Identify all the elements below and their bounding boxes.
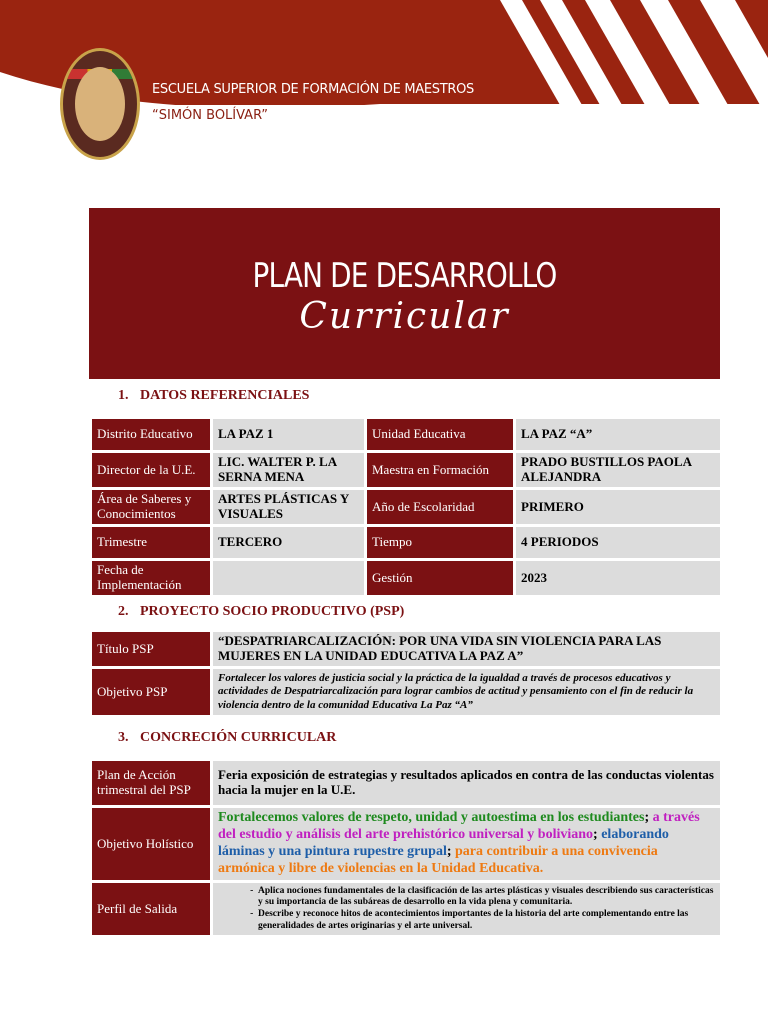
value-cell: LA PAZ “A” [516, 419, 720, 450]
table-row [92, 453, 720, 487]
school-seal-logo [60, 48, 140, 160]
section-number: 1. [118, 388, 129, 403]
label-cell: Objetivo PSP [92, 669, 210, 715]
section-number: 2. [118, 604, 129, 619]
holistic-part-saber: a través del estudio y análisis del arte prehistórico universal y boliviano [218, 810, 700, 843]
label-cell: Distrito Educativo [92, 419, 210, 450]
concrecion-table [89, 758, 723, 938]
value-cell: LA PAZ 1 [213, 419, 364, 450]
section-title: CONCRECIÓN CURRICULAR [140, 730, 337, 745]
list-item: - Aplica nociones fundamentales de la clasificación de las artes plásticas y visuales describiendo sus características y su importancia de las subáreas de desarrollo en la vida plena y comunitaria. [258, 886, 715, 909]
list-item: - Describe y reconoce hitos de acontecimientos importantes de la historia del arte complementando entre las generalidades de artes originarias y el arte universal. [258, 909, 715, 932]
section-heading-psp [118, 604, 404, 620]
table-row [92, 808, 720, 880]
label-cell: Área de Saberes y Conocimientos [92, 490, 210, 524]
value-cell: Fortalecer los valores de justicia social y la práctica de la igualdad a través de procesos educativos y actividades de Despatriarcalización para lograr cambios de actitud y pensamiento con el fin de reducir la violencia dentro de la comunidad Educativa La Paz “A” [213, 669, 720, 715]
label-cell: Trimestre [92, 527, 210, 558]
table-row [92, 669, 720, 715]
holistic-separator: ; [593, 827, 602, 843]
table-row [92, 761, 720, 805]
section-heading-concrecion [118, 730, 336, 746]
label-cell: Título PSP [92, 632, 210, 666]
portrait-emblem [75, 67, 125, 141]
holistic-separator: ; [644, 810, 653, 826]
table-row [92, 632, 720, 666]
label-cell: Director de la U.E. [92, 453, 210, 487]
label-cell: Tiempo [367, 527, 513, 558]
psp-table [89, 629, 723, 718]
holistic-separator: ; [446, 844, 456, 859]
perfil-salida-cell [213, 883, 720, 935]
holistic-part-ser: Fortalecemos valores de respeto, unidad y autoestima en los estudiantes [218, 810, 645, 826]
label-cell: Objetivo Holístico [92, 808, 210, 880]
banner-title: PLAN DE DESARROLLO [252, 256, 557, 296]
holistic-part-decidir: para contribuir a una convivencia armónica y libre de violencias en la Unidad Educativa. [218, 844, 658, 876]
label-cell: Maestra en Formación [367, 453, 513, 487]
holistic-part-hacer: elaborando láminas y una pintura rupestre grupal [218, 827, 669, 859]
school-subtitle: “SIMÓN BOLÍVAR” [152, 108, 269, 123]
value-cell: 2023 [516, 561, 720, 595]
section-title: DATOS REFERENCIALES [140, 388, 310, 403]
label-cell: Gestión [367, 561, 513, 595]
value-cell: ARTES PLÁSTICAS Y VISUALES [213, 490, 364, 524]
holistic-objective-cell [213, 808, 720, 880]
value-cell: PRIMERO [516, 490, 720, 524]
label-cell: Fecha de Implementación [92, 561, 210, 595]
table-row [92, 883, 720, 935]
banner-script-title: Curricular [299, 296, 510, 337]
school-name: ESCUELA SUPERIOR DE FORMACIÓN DE MAESTROS [152, 82, 474, 97]
value-cell: 4 PERIODOS [516, 527, 720, 558]
value-cell: PRADO BUSTILLOS PAOLA ALEJANDRA [516, 453, 720, 487]
table-row [92, 527, 720, 558]
value-cell: TERCERO [213, 527, 364, 558]
table-row [92, 419, 720, 450]
value-cell: LIC. WALTER P. LA SERNA MENA [213, 453, 364, 487]
value-cell [213, 561, 364, 595]
section-heading-datos [118, 388, 309, 404]
label-cell: Unidad Educativa [367, 419, 513, 450]
table-row [92, 490, 720, 524]
label-cell: Año de Escolaridad [367, 490, 513, 524]
table-row [92, 561, 720, 595]
section-number: 3. [118, 730, 129, 745]
section-title: PROYECTO SOCIO PRODUCTIVO (PSP) [140, 604, 405, 619]
label-cell: Plan de Acción trimestral del PSP [92, 761, 210, 805]
value-cell: Feria exposición de estrategias y resultados aplicados en contra de las conductas violentas hacia la mujer en la U.E. [213, 761, 720, 805]
perfil-list [218, 886, 715, 932]
title-banner [89, 208, 720, 379]
datos-referenciales-table [89, 416, 723, 598]
label-cell: Perfil de Salida [92, 883, 210, 935]
value-cell: “DESPATRIARCALIZACIÓN: POR UNA VIDA SIN VIOLENCIA PARA LAS MUJERES EN LA UNIDAD EDUCATIVA LA PAZ A” [213, 632, 720, 666]
